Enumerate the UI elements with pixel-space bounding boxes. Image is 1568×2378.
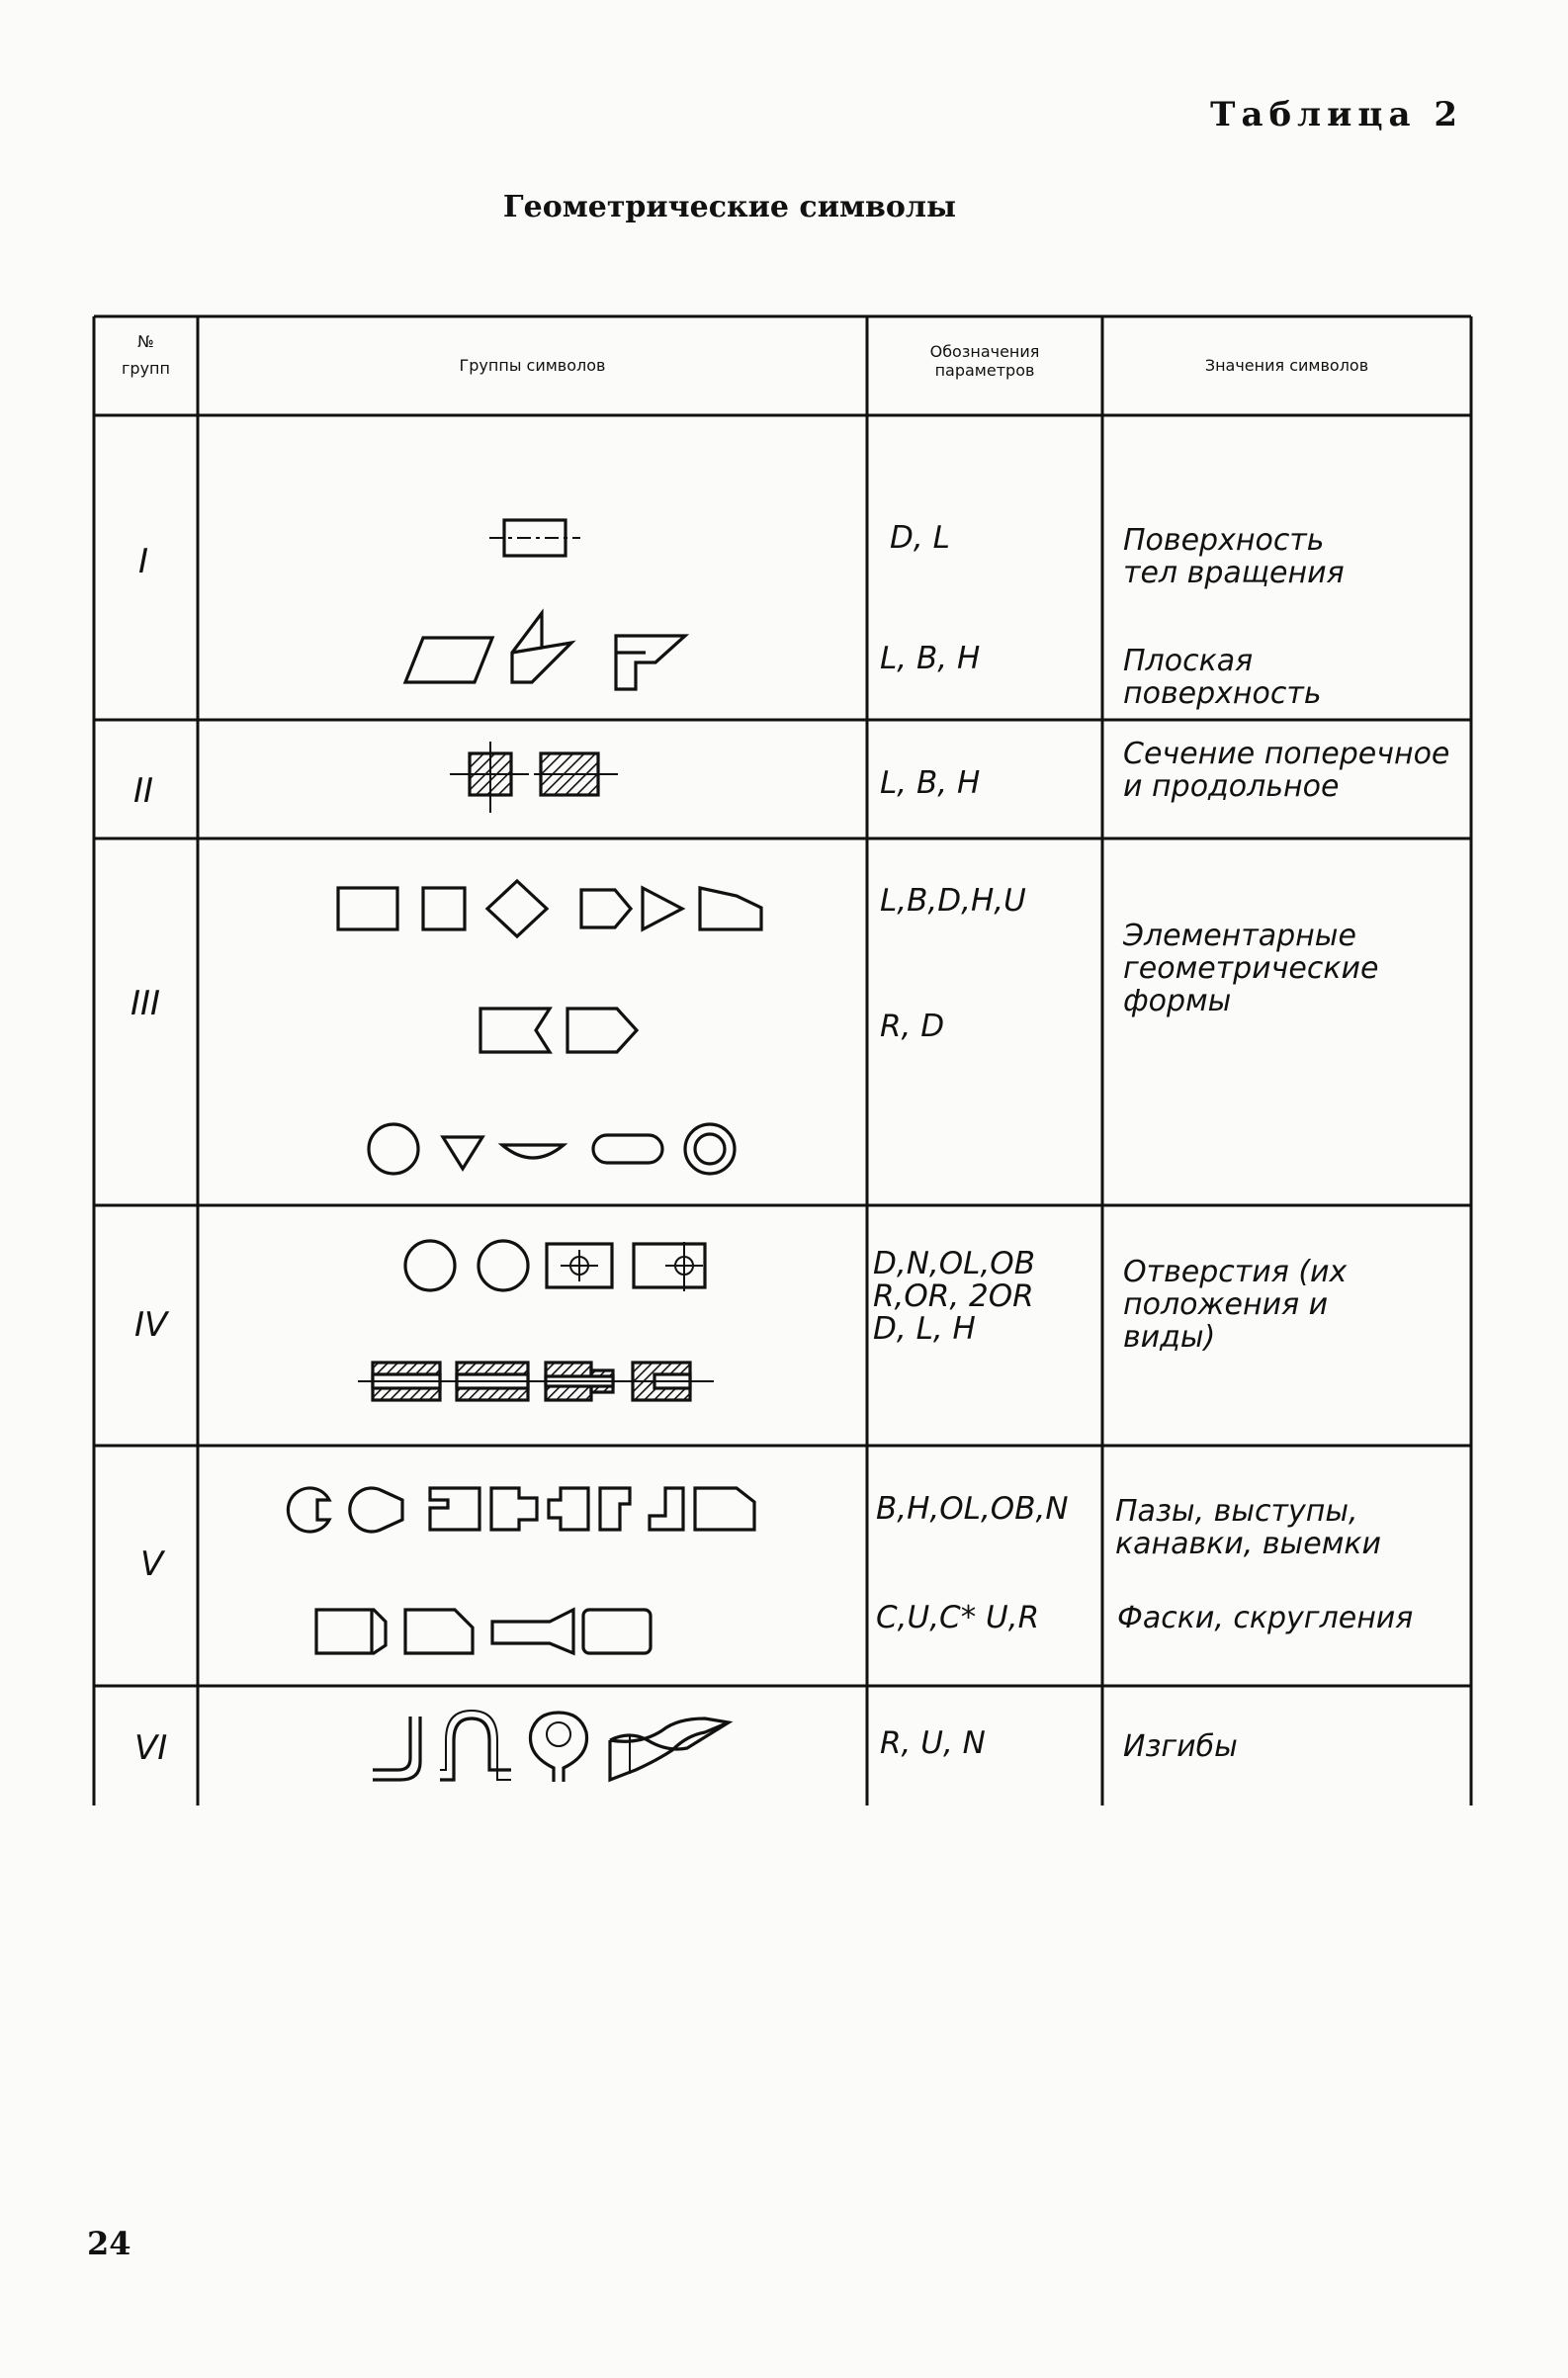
pentagon-arrow-icon xyxy=(581,890,631,927)
chamfer-2-icon xyxy=(405,1610,473,1653)
hole-circle-2-icon xyxy=(479,1241,528,1290)
keyway-circle-icon xyxy=(288,1488,329,1532)
hole-offset-icon xyxy=(634,1242,705,1291)
diamond-icon xyxy=(487,881,547,936)
elementary-shapes-row1 xyxy=(336,878,771,937)
group-number: II xyxy=(133,771,154,811)
loop-bend-icon xyxy=(530,1713,586,1782)
header-group-no xyxy=(94,332,198,378)
header-symbols: Группы символов xyxy=(459,356,606,375)
meaning-cell: Изгибы xyxy=(1123,1729,1238,1764)
notch-icon xyxy=(695,1488,754,1530)
header-params xyxy=(867,342,1102,380)
circle-icon xyxy=(369,1124,418,1174)
slot-icon xyxy=(593,1135,662,1163)
table-label: Таблица 2 xyxy=(1210,95,1463,134)
flat-circle-icon xyxy=(350,1488,402,1532)
hole-position-icon xyxy=(547,1244,612,1287)
meaning-cell: Поверхность тел вращения xyxy=(1123,523,1345,590)
meaning-cell: Отверстия (их положения и виды) xyxy=(1123,1255,1348,1355)
header-group-no-label: групп xyxy=(122,359,170,378)
parallelogram-plane-icon xyxy=(405,638,492,682)
recess-icon xyxy=(650,1488,683,1530)
group-number: IV xyxy=(134,1305,168,1345)
header-meanings: Значения символов xyxy=(1204,356,1369,375)
square-icon xyxy=(423,888,465,929)
header-group-no-symbol: № xyxy=(137,332,154,351)
triangle-right-icon xyxy=(643,888,682,929)
plane-surfaces-icons xyxy=(403,608,700,692)
group-number: III xyxy=(131,984,161,1023)
group-number: VI xyxy=(134,1728,168,1768)
twist-bend-icon xyxy=(610,1718,729,1780)
taper-icon xyxy=(492,1610,573,1653)
segment-icon xyxy=(502,1145,564,1158)
section-icons xyxy=(450,742,628,821)
protrusion-icon xyxy=(491,1488,537,1530)
param-cell: L, B, H xyxy=(880,765,981,801)
header-params-line2: параметров xyxy=(934,361,1035,380)
holes-row1 xyxy=(400,1234,717,1303)
u-bend-icon xyxy=(440,1711,511,1780)
bends-row xyxy=(371,1711,746,1790)
rectangle-icon xyxy=(338,888,397,929)
group-number: V xyxy=(140,1544,164,1584)
groove-icon xyxy=(430,1488,479,1530)
param-cell: D, L xyxy=(890,520,950,556)
trapezoid-icon xyxy=(700,888,761,929)
meaning-cell: Фаски, скругления xyxy=(1117,1601,1414,1635)
hole-circle-icon xyxy=(405,1241,455,1290)
ring-icon xyxy=(685,1124,735,1174)
header-params-line1: Обозначения xyxy=(929,342,1040,361)
step-icon xyxy=(600,1488,630,1530)
page-title: Геометрические символы xyxy=(502,190,957,224)
elementary-shapes-row2 xyxy=(479,1001,647,1060)
cylinder-surface-icon xyxy=(489,512,578,562)
meaning-cell: Пазы, выступы, канавки, выемки xyxy=(1115,1494,1381,1561)
elementary-shapes-row3 xyxy=(366,1115,746,1185)
j-bend-icon xyxy=(373,1717,420,1780)
param-cell: R, U, N xyxy=(880,1725,986,1761)
step-plane-icon xyxy=(616,636,685,689)
param-cell: R, D xyxy=(880,1009,945,1044)
meaning-cell: Сечение поперечное и продольное xyxy=(1123,737,1450,804)
grooves-row xyxy=(282,1478,796,1542)
page-number: 24 xyxy=(87,2225,131,2262)
group-number: I xyxy=(138,542,149,581)
notched-rect-icon xyxy=(480,1009,550,1052)
arrow-pentagon-icon xyxy=(567,1009,637,1052)
longitudinal-section-icon xyxy=(534,753,618,795)
meaning-cell: Плоская поверхность xyxy=(1123,644,1322,711)
rounded-icon xyxy=(583,1610,651,1653)
param-cell: C,U,C* U,R xyxy=(876,1600,1040,1635)
meaning-cell: Элементарные геометрические формы xyxy=(1123,919,1379,1018)
param-cell: L, B, H xyxy=(880,641,981,676)
chamfers-row xyxy=(314,1602,660,1656)
triangle-down-icon xyxy=(443,1137,482,1169)
param-cell: B,H,OL,OB,N xyxy=(876,1491,1069,1527)
cross-section-icon xyxy=(450,742,529,813)
holes-row2 xyxy=(358,1353,724,1412)
slot-side-icon xyxy=(549,1488,588,1530)
param-cell: L,B,D,H,U xyxy=(880,883,1026,919)
chamfer-1-icon xyxy=(316,1610,386,1653)
param-cell: D,N,OL,OB R,OR, 2OR D, L, H xyxy=(873,1246,1035,1347)
bent-plane-icon xyxy=(512,613,571,682)
